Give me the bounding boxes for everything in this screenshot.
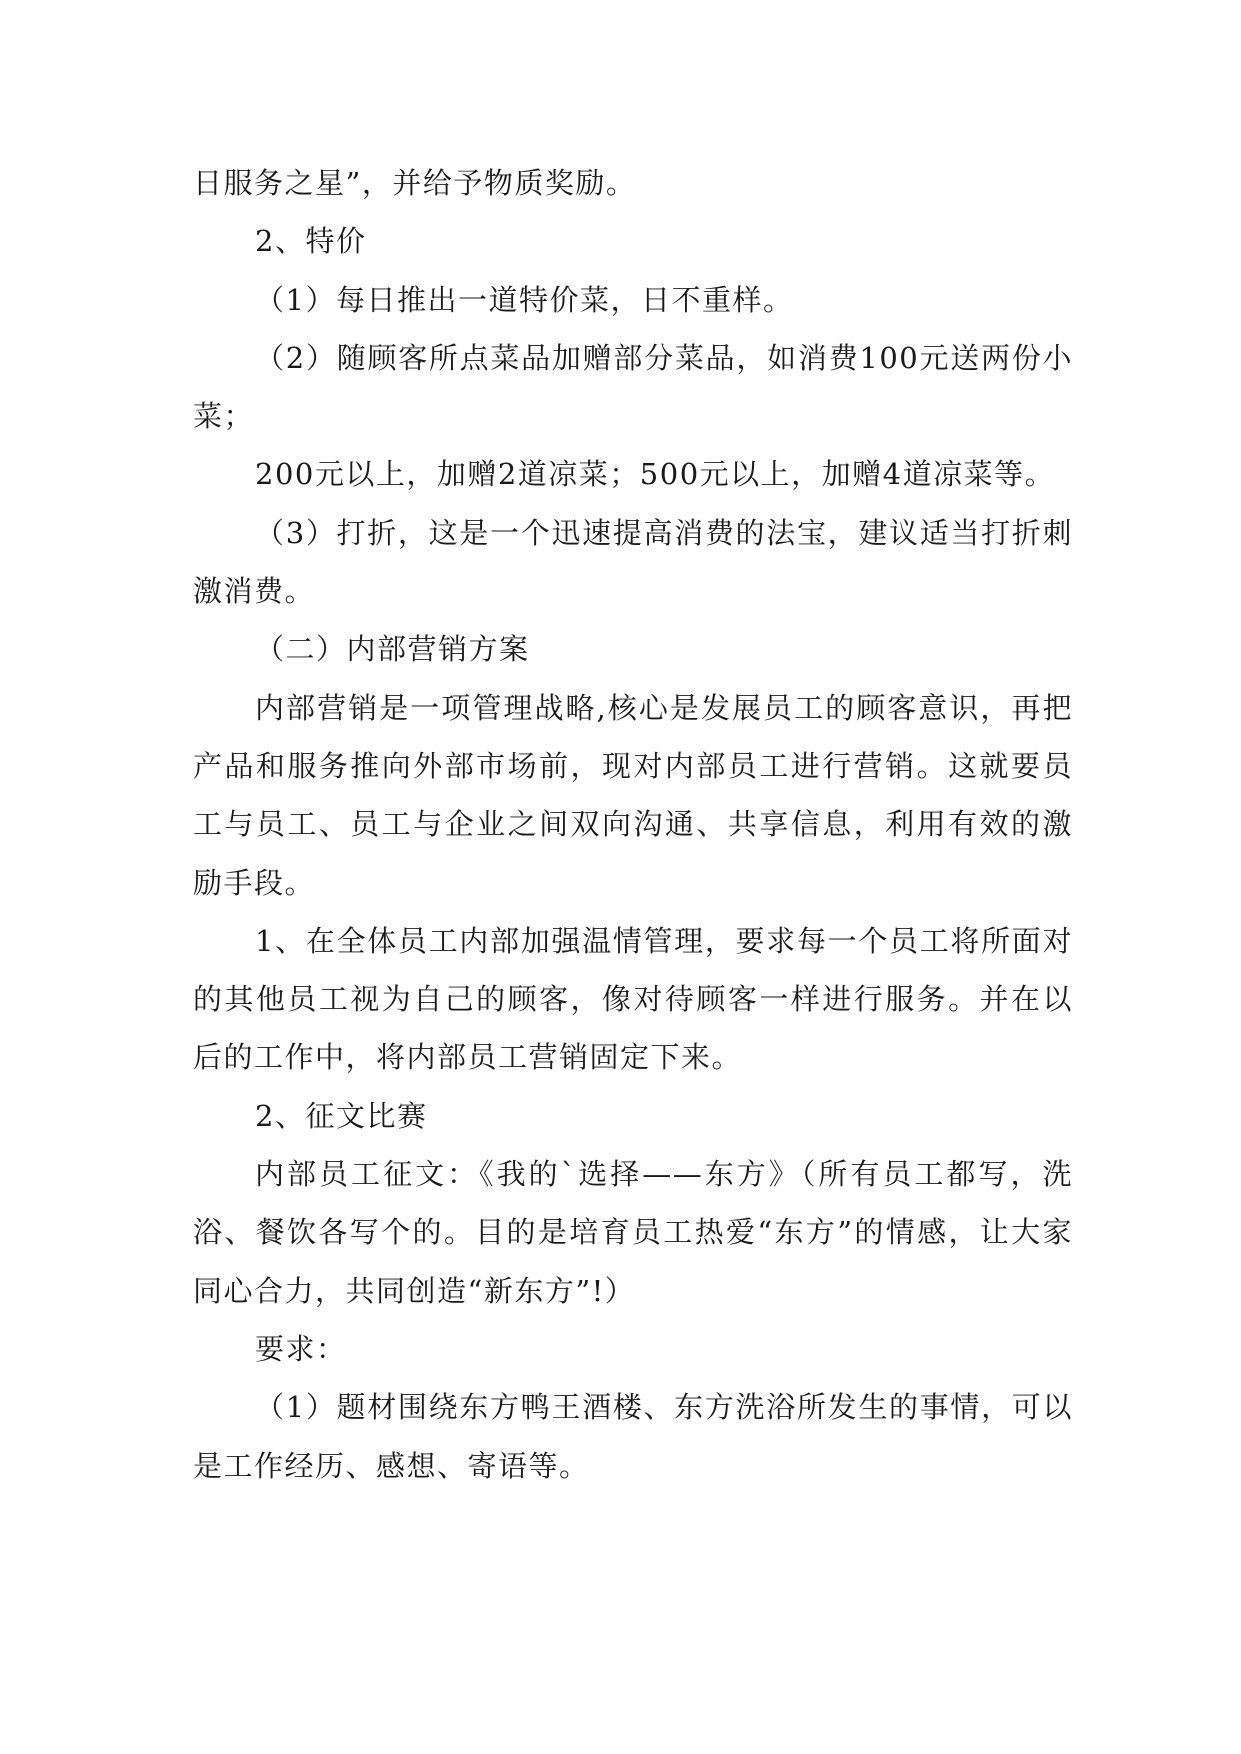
paragraph-warm-management: 1、在全体员工内部加强温情管理，要求每一个员工将所面对的其他员工视为自己的顾客，像对待顾客一样进行服务。并在以后的工作中，将内部员工营销固定下来。 (193, 923, 1073, 1075)
paragraph-discount: （3）打折，这是一个迅速提高消费的法宝，建议适当打折刺激消费。 (193, 515, 1073, 609)
paragraph-service-star-continuation: 日服务之星”，并给予物质奖励。 (193, 166, 637, 200)
heading-essay-contest: 2、征文比赛 (255, 1098, 428, 1133)
paragraph-free-dishes-tiers: 200元以上，加赠2道凉菜；500元以上，加赠4道凉菜等。 (255, 457, 1056, 492)
paragraph-requirement-1: （1）题材围绕东方鸭王酒楼、东方洗浴所发生的事情，可以是工作经历、感想、寄语等。 (193, 1390, 1073, 1483)
heading-requirements: 要求： (255, 1331, 347, 1366)
heading-special-price: 2、特价 (255, 224, 367, 259)
document-body (193, 154, 1073, 1495)
paragraph-essay-topic: 内部员工征文：《我的`选择——东方》（所有员工都写，洗浴、餐饮各写个的。目的是培育员工热爱“东方”的情感，让大家同心合力，共同创造“新东方”!） (193, 1157, 1073, 1308)
paragraph-daily-special: （1）每日推出一道特价菜，日不重样。 (255, 282, 794, 317)
heading-internal-marketing: （二）内部营销方案 (255, 632, 530, 667)
paragraph-free-dishes: （2）随顾客所点菜品加赠部分菜品，如消费100元送两份小菜； (193, 340, 1073, 434)
paragraph-internal-marketing-intro: 内部营销是一项管理战略,核心是发展员工的顾客意识，再把产品和服务推向外部市场前，现对内部员工进行营销。这就要员工与员工、员工与企业之间双向沟通、共享信息，利用有效的激励手段。 (193, 690, 1073, 900)
